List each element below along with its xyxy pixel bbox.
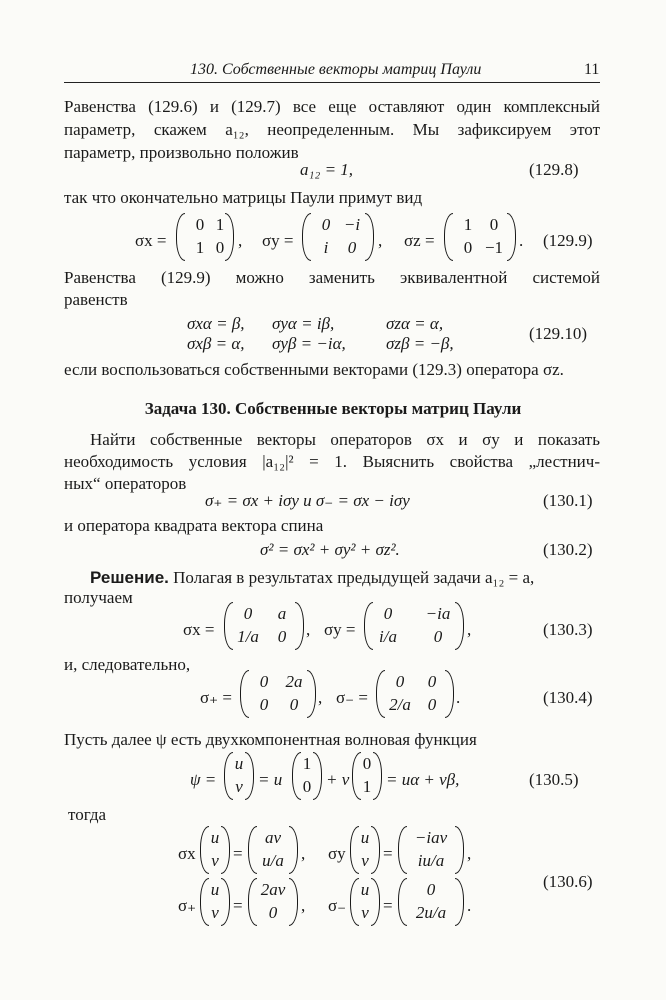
vector-cell: 0 <box>302 777 312 796</box>
vector-cell: iu/a <box>417 851 445 870</box>
text-line: равенств <box>64 290 128 309</box>
text-line: Равенства (129.9) можно заменить эквивалентной системой <box>64 268 600 287</box>
equation-term: σzα = α, <box>386 314 444 333</box>
equation-number: (130.5) <box>529 770 579 789</box>
vector-cell: u <box>210 880 220 899</box>
equation-term: = u <box>258 770 283 789</box>
vector-cell: u <box>210 828 220 847</box>
matrix-cell: 0 <box>427 672 437 691</box>
matrix-sigma-plus <box>240 670 316 718</box>
sigma-plus-label: σ₊ <box>178 896 197 915</box>
equation-term: σzβ = −β, <box>386 334 454 353</box>
equation-term: σyα = iβ, <box>272 314 335 333</box>
vector-psi <box>224 752 254 800</box>
vector-alpha <box>292 752 322 800</box>
equation-number: (130.6) <box>543 872 593 891</box>
vector-cell: 0 <box>362 754 372 773</box>
text-line: ных“ операторов <box>64 474 187 493</box>
text-line: параметр, произвольно положив <box>64 143 299 162</box>
vector-uv <box>200 878 230 926</box>
matrix-sigma-x <box>224 602 304 650</box>
vector-cell: u <box>360 828 370 847</box>
vector-cell: v <box>235 777 243 796</box>
matrix-cell: 0 <box>195 215 205 234</box>
vector-uv <box>200 826 230 874</box>
matrix-cell: −1 <box>484 238 504 257</box>
text-line: Равенства (129.6) и (129.7) все еще оставляют один комплексный <box>64 97 600 116</box>
matrix-sigma-x <box>176 213 234 261</box>
equation-130-1: σ₊ = σx + iσy и σ₋ = σx − iσy <box>205 491 410 510</box>
equation-129-8: a₁₂ = 1, <box>300 160 354 179</box>
vector-cell: u <box>360 880 370 899</box>
psi-label: ψ = <box>190 770 217 789</box>
solution-label: Решение. <box>90 568 169 587</box>
matrix-cell: 0 <box>433 627 443 646</box>
sigma-y-label: σy = <box>262 231 294 250</box>
vector-cell: av <box>264 828 282 847</box>
matrix-cell: a <box>277 604 287 623</box>
text-line: если воспользоваться собственными векторами (129.3) оператора σz. <box>64 360 564 379</box>
matrix-cell: −ia <box>425 604 451 623</box>
solution-text: Полагая в результатах предыдущей задачи a₁₂ = a, <box>173 568 535 587</box>
equation-term: σxβ = α, <box>187 334 245 353</box>
matrix-sigma-y <box>302 213 374 261</box>
sigma-y-label: σy <box>328 844 346 863</box>
vector-cell: u/a <box>262 851 284 870</box>
text-line: Пусть далее ψ есть двухкомпонентная волновая функция <box>64 730 477 749</box>
text-line: параметр, скажем a₁₂, неопределенным. Мы зафиксируем этот <box>64 120 600 139</box>
vector-cell: 1 <box>362 777 372 796</box>
matrix-cell: i/a <box>379 627 397 646</box>
solution-line <box>90 568 534 588</box>
vector-result <box>398 878 464 926</box>
vector-result <box>398 826 464 874</box>
matrix-cell: 0 <box>259 695 269 714</box>
matrix-cell: 0 <box>289 695 299 714</box>
sigma-plus-label: σ₊ = <box>200 688 232 707</box>
sigma-x-label: σx <box>178 844 196 863</box>
vector-beta <box>352 752 382 800</box>
running-title: 130. Собственные векторы матриц Паули <box>190 61 482 78</box>
matrix-cell: 1 <box>195 238 205 257</box>
equation-term: + v <box>326 770 350 789</box>
equation-number: (130.4) <box>543 688 593 707</box>
equation-term: = uα + vβ, <box>386 770 460 789</box>
sigma-x-label: σx = <box>135 231 167 250</box>
matrix-cell: 1 <box>215 215 225 234</box>
matrix-cell: 1/a <box>237 627 259 646</box>
text-line: получаем <box>64 588 133 607</box>
text-line: необходимость условия |a₁₂|² = 1. Выяснить свойства „лестнич- <box>64 452 600 471</box>
equation-number: (129.9) <box>543 231 593 250</box>
matrix-sigma-minus <box>376 670 454 718</box>
vector-uv <box>350 878 380 926</box>
matrix-sigma-y <box>364 602 464 650</box>
matrix-cell: 0 <box>489 215 499 234</box>
text-line: и оператора квадрата вектора спина <box>64 516 324 535</box>
matrix-cell: −i <box>343 215 361 234</box>
equation-130-2: σ² = σx² + σy² + σz². <box>260 540 400 559</box>
section-title: Задача 130. Собственные векторы матриц Паули <box>144 399 522 418</box>
vector-result <box>248 878 298 926</box>
matrix-cell: 0 <box>259 672 269 691</box>
matrix-cell: 0 <box>395 672 405 691</box>
matrix-cell: 2a <box>285 672 303 691</box>
sigma-z-label: σz = <box>404 231 435 250</box>
equation-term: σyβ = −iα, <box>272 334 346 353</box>
matrix-sigma-z <box>444 213 516 261</box>
matrix-cell: 0 <box>277 627 287 646</box>
sigma-minus-label: σ₋ = <box>336 688 368 707</box>
sigma-x-label: σx = <box>183 620 215 639</box>
matrix-cell: 2/a <box>389 695 411 714</box>
matrix-cell: 0 <box>243 604 253 623</box>
vector-result <box>248 826 298 874</box>
matrix-cell: 0 <box>215 238 225 257</box>
vector-cell: −iav <box>414 828 448 847</box>
text-line: Найти собственные векторы операторов σx и σy и показать <box>90 430 600 449</box>
vector-cell: v <box>361 903 369 922</box>
matrix-cell: 0 <box>427 695 437 714</box>
equation-number: (129.10) <box>529 324 588 343</box>
matrix-cell: 0 <box>347 238 357 257</box>
matrix-cell: 0 <box>321 215 331 234</box>
vector-cell: u <box>234 754 244 773</box>
text-line: тогда <box>68 805 107 824</box>
matrix-cell: 0 <box>383 604 393 623</box>
equation-number: (130.3) <box>543 620 593 639</box>
vector-cell: v <box>361 851 369 870</box>
vector-cell: 0 <box>268 903 278 922</box>
sigma-minus-label: σ₋ <box>328 896 347 915</box>
text-line: так что окончательно матрицы Паули примут вид <box>64 188 423 207</box>
page-number: 11 <box>584 61 600 78</box>
matrix-cell: 0 <box>463 238 473 257</box>
vector-cell: 1 <box>302 754 312 773</box>
vector-uv <box>350 826 380 874</box>
equation-number: (129.8) <box>529 160 579 179</box>
vector-cell: v <box>211 851 219 870</box>
vector-cell: v <box>211 903 219 922</box>
equation-number: (130.1) <box>543 491 593 510</box>
matrix-cell: 1 <box>463 215 473 234</box>
vector-cell: 2av <box>260 880 286 899</box>
equation-term: σxα = β, <box>187 314 245 333</box>
equation-number: (130.2) <box>543 540 593 559</box>
vector-cell: 0 <box>426 880 436 899</box>
header-rule <box>64 82 600 83</box>
sigma-y-label: σy = <box>324 620 356 639</box>
matrix-cell: i <box>323 238 329 257</box>
text-line: и, следовательно, <box>64 655 191 674</box>
vector-cell: 2u/a <box>415 903 447 922</box>
